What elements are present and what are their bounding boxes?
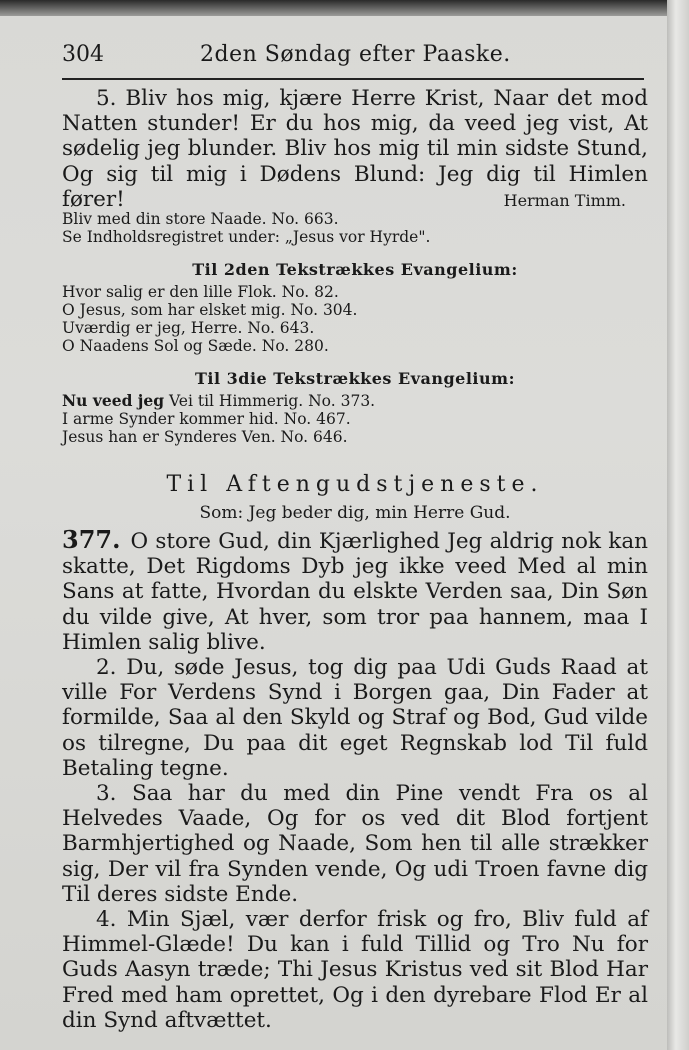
melody-line: Som: Jeg beder dig, min Herre Gud.: [199, 503, 511, 524]
section-2-item-4: O Naadens Sol og Sæde. No. 280.: [62, 337, 329, 356]
page-right-edge: [667, 0, 689, 1050]
header-rule: [62, 78, 644, 80]
hymn-verse-2: 2. Du, søde Jesus, tog dig paa Udi Guds Raad at ville For Verdens Synd i Borgen gaa, Din Fader at formilde, Saa al den Skyld og Straf og Bod, Gud vilde os tilregne, Du paa dit eget Regnskab lod Til fuld Betaling tegne.: [62, 655, 648, 781]
ref-line-2: Se Indholdsregistret under: „Jesus vor Hyrde".: [62, 228, 431, 247]
ref-line-1: Bliv med din store Naade. No. 663.: [62, 210, 339, 229]
section-3-item-1-rest: Vei til Himmerig. No. 373.: [164, 392, 376, 411]
section-2-item-3: Uværdig er jeg, Herre. No. 643.: [62, 319, 315, 338]
section-2-item-2: O Jesus, som har elsket mig. No. 304.: [62, 301, 358, 320]
page-number: 304: [62, 42, 104, 67]
hymn-verse-1: [62, 527, 648, 655]
page-header: [62, 42, 642, 74]
section-3-item-1-bold: Nu veed jeg: [62, 391, 165, 411]
section-2-heading: Til 2den Tekstrækkes Evangelium:: [192, 260, 518, 280]
running-title: 2den Søndag efter Paaske.: [200, 42, 511, 67]
page-top-edge: [0, 0, 689, 16]
section-2-item-1: Hvor salig er den lille Flok. No. 82.: [62, 283, 339, 302]
hymn-verse-4: 4. Min Sjæl, vær derfor frisk og fro, Bliv fuld af Himmel-Glæde! Du kan i fuld Tillid og Tro Nu for Guds Aasyn træde; Thi Jesus Kristus ved sit Blod Har Fred med ham oprettet, Og i den dyrebare Flod Er al din Synd aftvættet.: [62, 907, 648, 1033]
section-3-heading: Til 3die Tekstrækkes Evangelium:: [195, 369, 515, 389]
verse-author: Herman Timm.: [503, 191, 626, 211]
hymn-number: 377.: [62, 525, 121, 555]
section-3-item-1: [62, 392, 648, 410]
hymn-verse-1-text: O store Gud, din Kjærlighed Jeg aldrig nok kan skatte, Det Rigdoms Dyb jeg ikke veed Med al min Sans at fatte, Hvordan du elskte Verden saa, Din Søn du vilde give, At hver, som tror paa hannem, maa I Himlen salig blive.: [62, 529, 648, 655]
section-3-item-2: I arme Synder kommer hid. No. 467.: [62, 410, 351, 429]
evening-service-title: Til Aftengudstjeneste.: [166, 472, 544, 498]
page-content: [62, 86, 648, 1033]
verse-5: 5. Bliv hos mig, kjære Herre Krist, Naar det mod Natten stunder! Er du hos mig, da veed jeg vist, At sødelig jeg blunder. Bliv hos mig til min sidste Stund, Og sig til mig i Dødens Blund: Jeg dig til Himlen fører!: [62, 86, 648, 212]
section-3-item-3: Jesus han er Synderes Ven. No. 646.: [62, 428, 348, 447]
hymn-verse-3: 3. Saa har du med din Pine vendt Fra os al Helvedes Vaade, Og for os ved dit Blod fortjent Barmhjertighed og Naade, Som hen til alle strækker sig, Der vil fra Synden vende, Og udi Troen favne dig Til deres sidste Ende.: [62, 781, 648, 907]
